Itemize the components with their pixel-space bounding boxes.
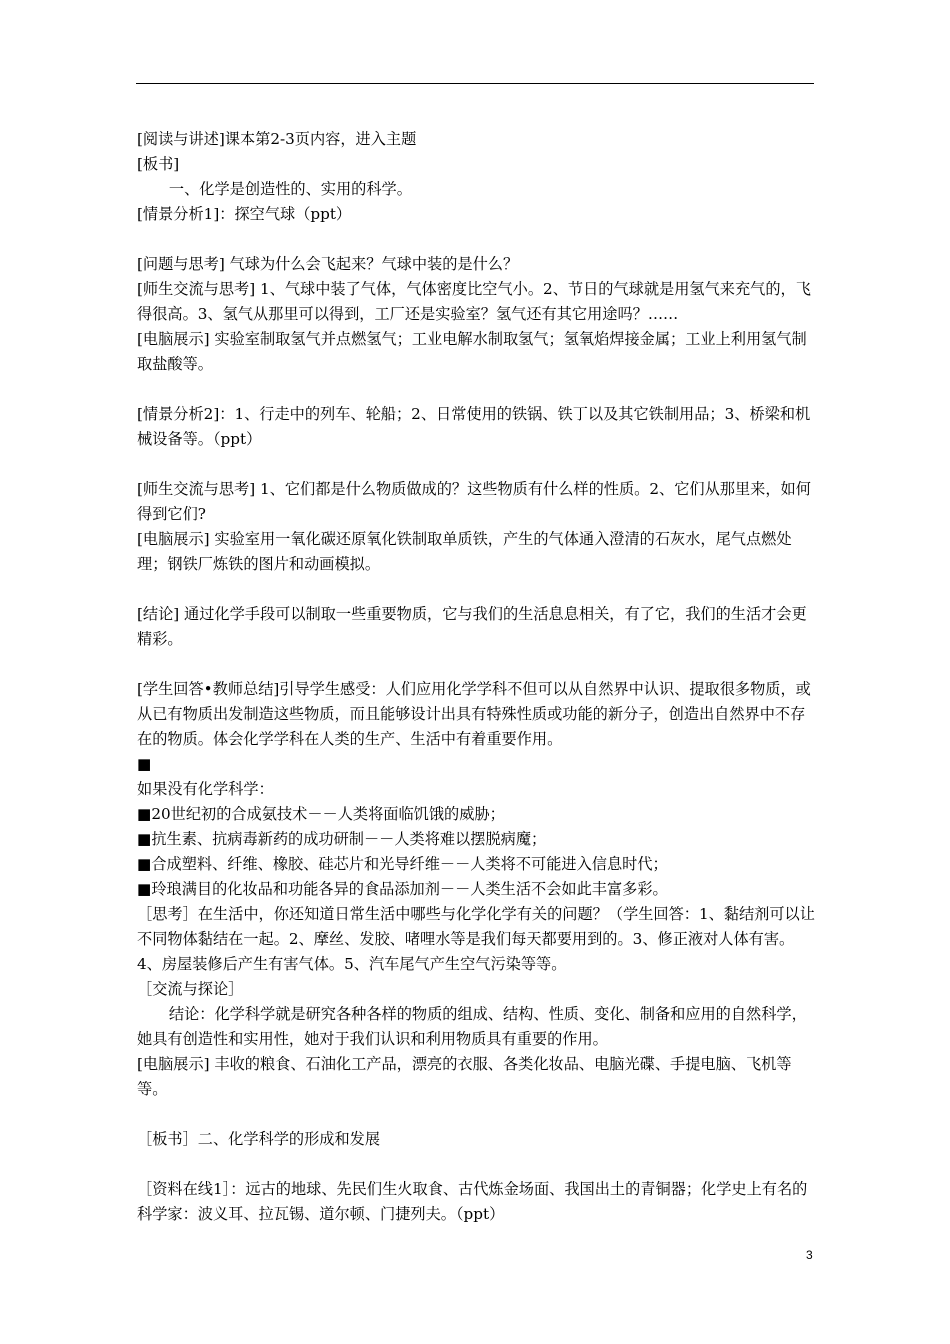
paragraph: [师生交流与思考] 1、它们都是什么物质做成的？这些物质有什么样的性质。2、它们从那里来，如何得到它们? — [137, 480, 811, 523]
paragraph: 如果没有化学科学： — [137, 780, 274, 798]
page-number: 3 — [806, 1248, 813, 1262]
paragraph: [问题与思考] 气球为什么会飞起来？气球中装的是什么？ — [137, 255, 519, 273]
blank-line — [137, 377, 817, 402]
blank-line — [137, 577, 817, 602]
list-item: ■抗生素、抗病毒新药的成功研制－－人类将难以摆脱病魔； — [137, 830, 547, 848]
paragraph: [板书] — [137, 155, 180, 173]
blank-line — [137, 1152, 817, 1177]
paragraph: ［资料在线1］：远古的地球、先民们生火取食、古代炼金场面、我国出土的青铜器；化学史上有名的科学家：波义耳、拉瓦锡、道尔顿、门捷列夫。（ppt） — [137, 1180, 808, 1223]
blank-line — [137, 452, 817, 477]
bullet-marker: ■ — [137, 755, 152, 773]
blank-line — [137, 227, 817, 252]
blank-line — [137, 1102, 817, 1127]
paragraph: [电脑展示] 丰收的粮食、石油化工产品，漂亮的衣服、各类化妆品、电脑光碟、手提电脑、飞机等等。 — [137, 1055, 792, 1098]
paragraph: [师生交流与思考] 1、气球中装了气体，气体密度比空气小。2、节日的气球就是用氢气来充气的，飞得很高。3、氢气从那里可以得到，工厂还是实验室？氢气还有其它用途吗？…… — [137, 280, 811, 323]
paragraph: [电脑展示] 实验室用一氧化碳还原氧化铁制取单质铁，产生的气体通入澄清的石灰水，尾气点燃处理；钢铁厂炼铁的图片和动画模拟。 — [137, 530, 792, 573]
paragraph: [情景分析2]：1、行走中的列车、轮船；2、日常使用的铁锅、铁丁以及其它铁制用品；3、桥梁和机械设备等。（ppt） — [137, 405, 811, 448]
blank-line — [137, 652, 817, 677]
paragraph: ［思考］在生活中，你还知道日常生活中哪些与化学化学有关的问题？（学生回答：1、黏结剂可以让不同物体黏结在一起。2、摩丝、发胶、啫哩水等是我们每天都要用到的。3、修正液对人体有害。4、房屋装修后产生有害气体。5、汽车尾气产生空气污染等等。 — [137, 905, 815, 973]
section-heading: ［板书］二、化学科学的形成和发展 — [137, 1130, 380, 1148]
list-item: ■合成塑料、纤维、橡胶、硅芯片和光导纤维－－人类将不可能进入信息时代； — [137, 855, 668, 873]
paragraph: 结论：化学科学就是研究各种各样的物质的组成、结构、性质、变化、制备和应用的自然科学，她具有创造性和实用性，她对于我们认识和利用物质具有重要的作用。 — [137, 1005, 807, 1048]
paragraph: [电脑展示] 实验室制取氢气并点燃氢气；工业电解水制取氢气；氢氧焰焊接金属；工业上利用氢气制取盐酸等。 — [137, 330, 807, 373]
list-item: ■玲琅满目的化妆品和功能各异的食品添加剂－－人类生活不会如此丰富多彩。 — [137, 880, 668, 898]
list-item: ■20世纪初的合成氨技术－－人类将面临饥饿的威胁； — [137, 805, 505, 823]
paragraph: [学生回答•教师总结]引导学生感受：人们应用化学学科不但可以从自然界中认识、提取很多物质，或从已有物质出发制造这些物质，而且能够设计出具有特殊性质或功能的新分子，创造出自然界中不存在的物质。体会化学学科在人类的生产、生活中有着重要作用。 — [137, 680, 811, 748]
paragraph: [阅读与讲述]课本第2-3页内容，进入主题 — [137, 130, 417, 148]
paragraph: [情景分析1]：探空气球（ppt） — [137, 205, 352, 223]
paragraph: ［交流与探论］ — [137, 980, 244, 998]
header-rule — [136, 83, 814, 84]
document-body — [137, 127, 817, 1227]
section-heading: 一、化学是创造性的、实用的科学。 — [168, 180, 412, 198]
paragraph: [结论] 通过化学手段可以制取一些重要物质，它与我们的生活息息相关，有了它，我们的生活才会更精彩。 — [137, 605, 807, 648]
